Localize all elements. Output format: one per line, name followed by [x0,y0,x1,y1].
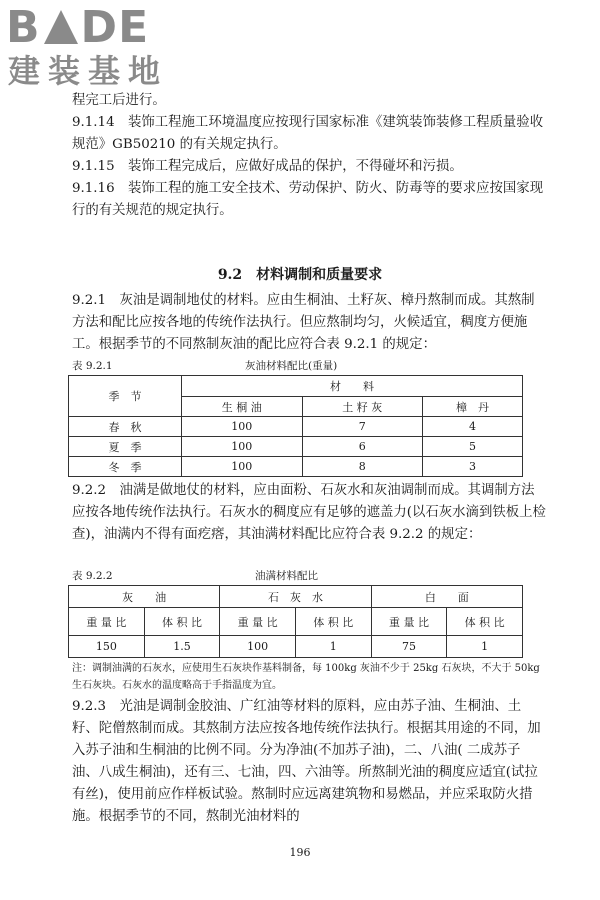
table2-label: 表 9.2.2 [72,570,113,582]
table-9-2-2 [68,585,523,658]
table2-note: 注：调制油满的石灰水，应使用生石灰块作基料制备，每 100kg 灰油不少于 25kg 石灰块，不大于 50kg 生石灰块。石灰水的温度略高于手指温度为宜。 [72,663,540,691]
table1-season-header: 季 节 [69,376,182,417]
table1-cell: 3 [423,457,523,477]
table2-cell: 75 [371,636,447,658]
table1-cell: 100 [182,437,303,457]
table1-season-cell: 冬 季 [69,457,182,477]
table1-cell: 8 [302,457,423,477]
table2-subheader: 体 积 比 [295,608,371,636]
table1-cell: 6 [302,437,423,457]
table2-group-header: 石 灰 水 [220,586,371,608]
table2-group-header: 灰 油 [69,586,220,608]
table-row [69,636,523,658]
table1-cell: 7 [302,417,423,437]
paragraph-9-1-15: 9.1.15 装饰工程完成后，应做好成品的保护，不得碰坏和污损。 [72,159,463,174]
table2-group-header: 白 面 [371,586,522,608]
logo-letters-de: DE [80,2,150,53]
table1-cell: 4 [423,417,523,437]
table1-season-cell: 夏 季 [69,437,182,457]
table1-cell: 100 [182,457,303,477]
paragraph-9-2-3: 9.2.3 光油是调制金胶油、广红油等材料的原料，应由苏子油、生桐油、土籽、陀僧熬制而成。其熬制方法应按各地传统作法执行。根据其用途的不同，加入苏子油和生桐油的比例不同。分为净油(不加苏子油)，二、八油( 二成苏子油、八成生桐油)，还有三、七油，四、六油等。所熬制光油的稠度应适宜(试拉有丝)，使用前应作样板试验。熬制时应远离建筑物和易燃品，并应采取防火措施。根据季节的不同，熬制光油材料的 [72,699,541,824]
table2-cell: 1 [447,636,523,658]
brand-logo [6,4,196,104]
table2-title: 油满材料配比 [255,570,318,582]
table-row [69,457,523,477]
logo-wordmark [6,4,196,52]
table2-cell: 1 [295,636,371,658]
table2-subheader: 重 量 比 [69,608,145,636]
table-row [69,417,523,437]
table1-col-header: 土 籽 灰 [302,397,423,417]
section-heading: 9.2 材料调制和质量要求 [217,267,383,283]
table1-cell: 100 [182,417,303,437]
table2-cell: 100 [220,636,296,658]
table1-material-header: 材 料 [182,376,523,397]
table2-cell: 150 [69,636,145,658]
table2-subheader: 体 积 比 [447,608,523,636]
logo-triangle-icon [44,10,78,44]
table1-col-header: 生 桐 油 [182,397,303,417]
table2-subheader: 重 量 比 [371,608,447,636]
table2-subheader: 重 量 比 [220,608,296,636]
paragraph-continuation: 程完工后进行。 [72,93,166,108]
table-9-2-1 [68,375,523,477]
table2-subheader: 体 积 比 [144,608,220,636]
logo-subtitle: 建装基地 [8,52,169,90]
paragraph-9-2-2: 9.2.2 油满是做地仗的材料，应由面粉、石灰水和灰油调制而成。其调制方法应按各地传统作法执行。石灰水的稠度应有足够的遮盖力(以石灰水滴到铁板上检查)，油满内不得有面疙瘩，其油满材料配比应符合表 9.2.2 的规定： [72,483,546,542]
table-row [69,437,523,457]
paragraph-9-1-14: 9.1.14 装饰工程施工环境温度应按现行国家标准《建筑装饰装修工程质量验收规范》GB50210 的有关规定执行。 [72,115,544,152]
table2-cell: 1.5 [144,636,220,658]
table1-cell: 5 [423,437,523,457]
table1-title: 灰油材料配比(重量) [245,360,338,372]
logo-letter-b: B [6,2,41,53]
table1-col-header: 樟 丹 [423,397,523,417]
page-number: 196 [289,846,311,859]
table1-label: 表 9.2.1 [72,360,113,372]
table1-season-cell: 春 秋 [69,417,182,437]
paragraph-9-2-1: 9.2.1 灰油是调制地仗的材料。应由生桐油、土籽灰、樟丹熬制而成。其熬制方法和配比应按各地的传统作法执行。但应熬制均匀，火候适宜，稠度方便施工。根据季节的不同熬制灰油的配比应符合表 9.2.1 的规定： [72,293,535,352]
paragraph-9-1-16: 9.1.16 装饰工程的施工安全技术、劳动保护、防火、防毒等的要求应按国家现行的有关规范的规定执行。 [72,181,544,218]
